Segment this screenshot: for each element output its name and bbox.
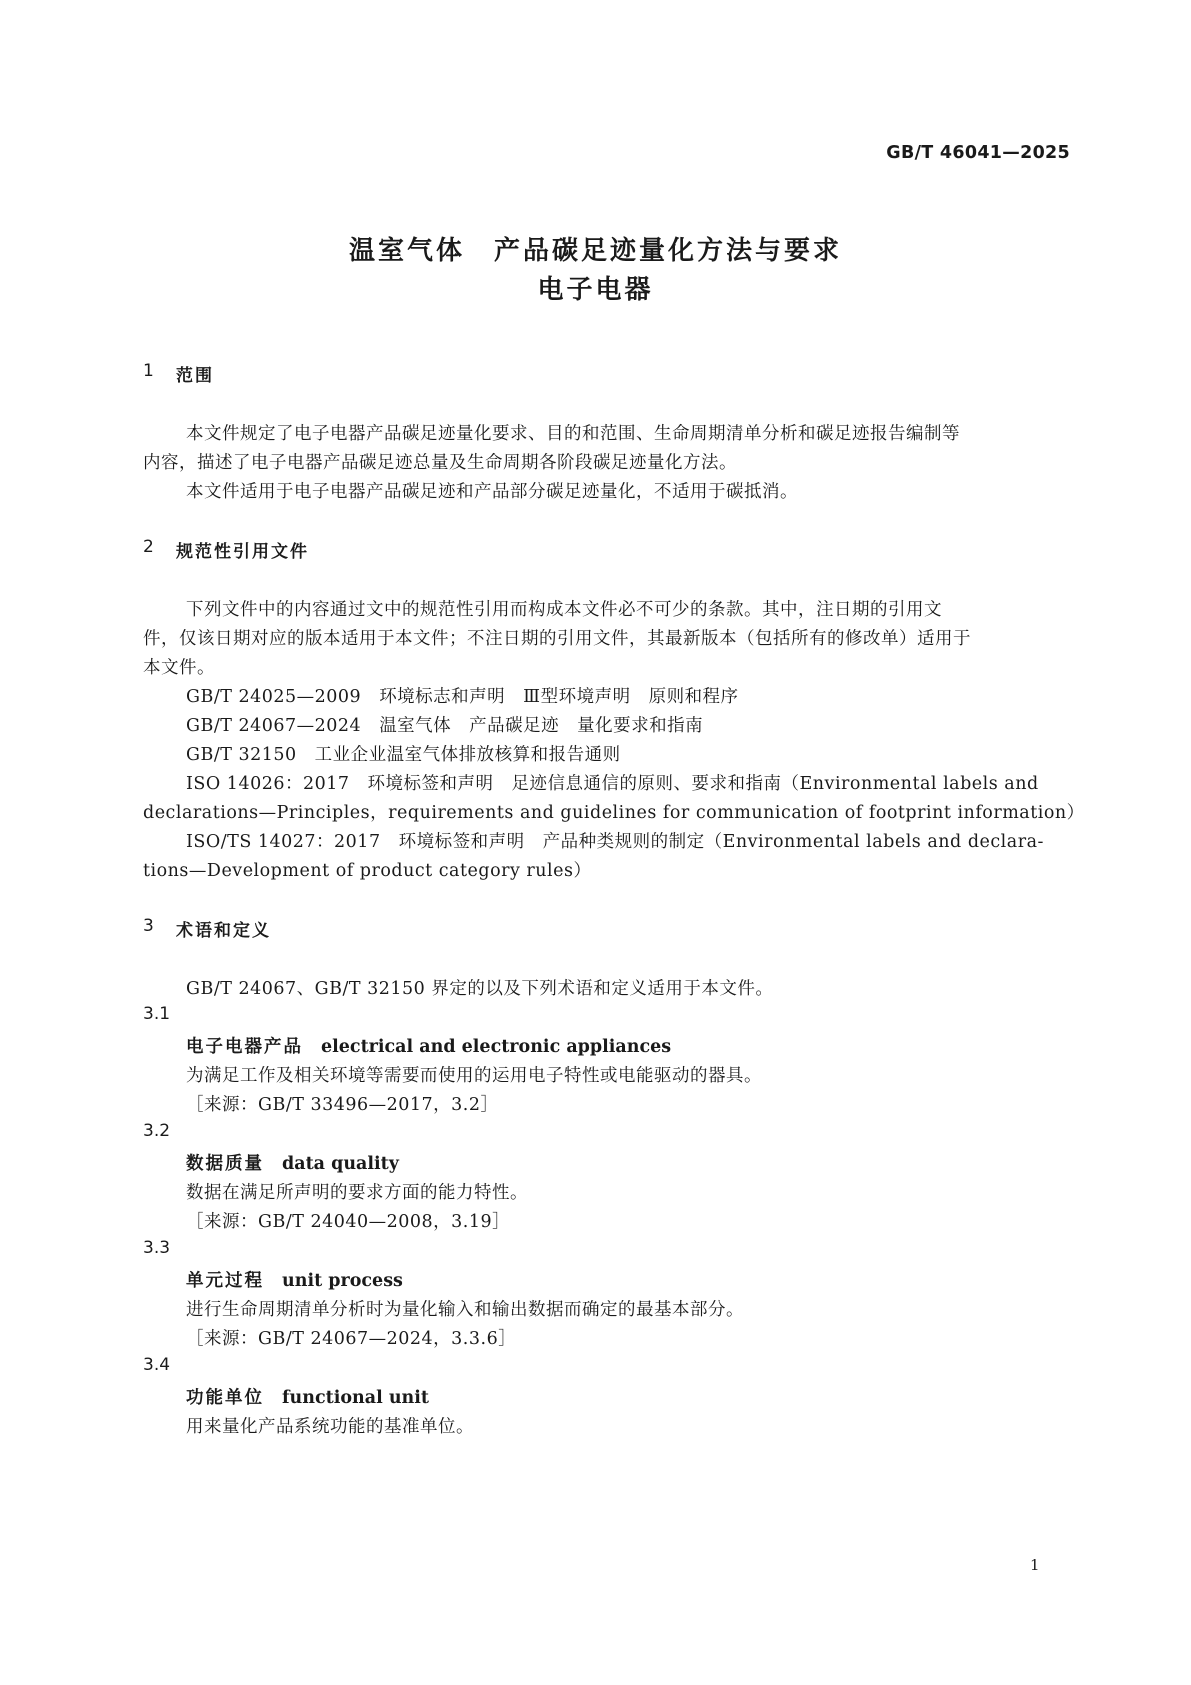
reference-iso-14026-line-1: ISO 14026：2017 环境标签和声明 足迹信息通信的原则、要求和指南（Environmental labels and [186,774,1039,794]
term-english: functional unit [282,1388,430,1408]
document-title-line1: 温室气体 产品碳足迹量化方法与要求 [348,236,842,266]
section-1-number: 1 [143,361,154,381]
reference-title: 工业企业温室气体排放核算和报告通则 [314,745,621,765]
section-2-paragraph-line-2: 件，仅该日期对应的版本适用于本文件；不注日期的引用文件，其最新版本（包括所有的修改单）适用于 [143,629,971,649]
term-definition: 进行生命周期清单分析时为量化输入和输出数据而确定的最基本部分。 [186,1300,744,1320]
section-1-heading: 范围 [176,366,214,386]
term-number: 3.4 [143,1355,171,1375]
reference-code: GB/T 32150 [186,745,297,765]
standard-number: GB/T 46041—2025 [886,143,1070,163]
term-definition: 为满足工作及相关环境等需要而使用的运用电子特性或电能驱动的器具。 [186,1066,762,1086]
term-source: ［来源：GB/T 33496—2017，3.2］ [186,1095,499,1115]
term-english: electrical and electronic appliances [321,1037,672,1057]
section-2-heading: 规范性引用文件 [176,542,309,562]
section-1-paragraph-2: 本文件适用于电子电器产品碳足迹和产品部分碳足迹量化，不适用于碳抵消。 [186,482,798,502]
section-2-number: 2 [143,537,154,557]
term-source: ［来源：GB/T 24040—2008，3.19］ [186,1212,511,1232]
reference-code: GB/T 24067—2024 [186,716,362,736]
reference-code: GB/T 24025—2009 [186,687,362,707]
section-3-number: 3 [143,916,154,936]
term-chinese: 电子电器产品 [186,1037,303,1057]
reference-item [186,741,621,766]
term-title [186,1267,403,1292]
reference-item [186,683,739,708]
term-title [186,1033,671,1058]
term-english: unit process [282,1271,403,1291]
section-2-paragraph-line-1: 下列文件中的内容通过文中的规范性引用而构成本文件必不可少的条款。其中，注日期的引用文 [186,600,942,620]
section-3-heading: 术语和定义 [176,921,271,941]
term-number: 3.1 [143,1004,171,1024]
page-number: 1 [1030,1556,1040,1574]
term-definition: 用来量化产品系统功能的基准单位。 [186,1417,474,1437]
term-chinese: 数据质量 [186,1154,264,1174]
reference-title: 环境标志和声明 Ⅲ型环境声明 原则和程序 [379,687,739,707]
term-number: 3.3 [143,1238,171,1258]
reference-title: 温室气体 产品碳足迹 量化要求和指南 [379,716,704,736]
term-chinese: 单元过程 [186,1271,264,1291]
section-3-intro: GB/T 24067、GB/T 32150 界定的以及下列术语和定义适用于本文件。 [186,979,774,999]
document-title-line2: 电子电器 [537,275,654,305]
reference-iso-14026-line-2: declarations—Principles，requirements and guidelines for communication of footprint information） [143,803,1085,823]
term-title [186,1384,429,1409]
term-title [186,1150,399,1175]
term-definition: 数据在满足所声明的要求方面的能力特性。 [186,1183,528,1203]
term-chinese: 功能单位 [186,1388,264,1408]
section-1-paragraph-1-line-2: 内容，描述了电子电器产品碳足迹总量及生命周期各阶段碳足迹量化方法。 [143,453,737,473]
reference-item [186,712,703,737]
section-2-paragraph-line-3: 本文件。 [143,658,215,678]
reference-iso-14027-line-2: tions—Development of product category rules） [143,861,592,881]
term-source: ［来源：GB/T 24067—2024，3.3.6］ [186,1329,517,1349]
term-english: data quality [282,1154,399,1174]
term-number: 3.2 [143,1121,171,1141]
section-1-paragraph-1-line-1: 本文件规定了电子电器产品碳足迹量化要求、目的和范围、生命周期清单分析和碳足迹报告编制等 [186,424,960,444]
reference-iso-14027-line-1: ISO/TS 14027：2017 环境标签和声明 产品种类规则的制定（Environmental labels and declara- [186,832,1044,852]
